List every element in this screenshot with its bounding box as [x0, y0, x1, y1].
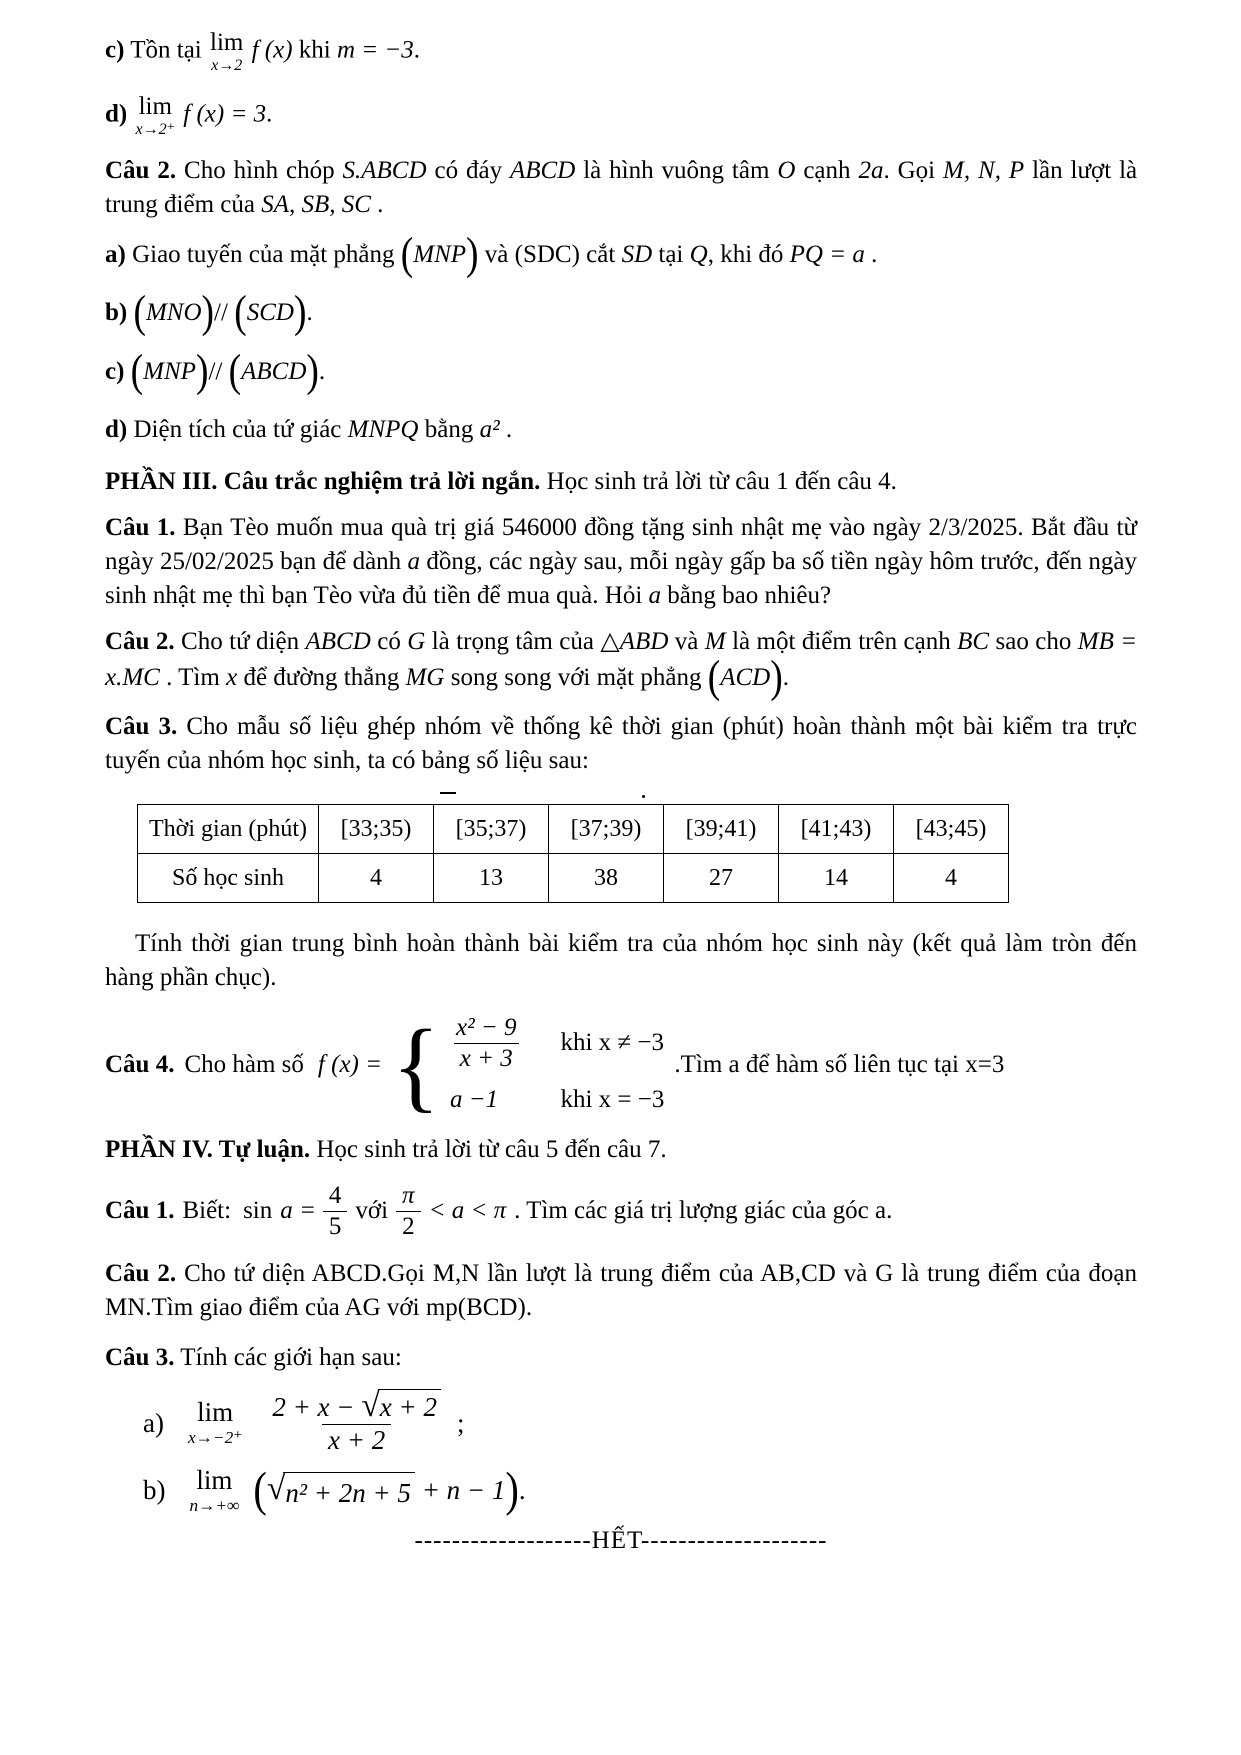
q3-instruction: Tính thời gian trung bình hoàn thành bài kiểm tra của nhóm học sinh này (kết quả làm tròn đến hàng phần chục). [105, 930, 1137, 991]
text: khi [298, 36, 331, 64]
table-header-cell: [43;45) [894, 805, 1009, 854]
equals-sign: = [300, 1197, 315, 1224]
statement-2b [105, 287, 1137, 337]
text: Cho mẫu số liệu ghép nhóm về thống kê thời gian (phút) hoàn thành một bài kiểm tra trực tuyến của nhóm học sinh, ta có bảng số liệu sau: [105, 713, 1137, 774]
right-paren: ) [466, 229, 479, 280]
end-of-exam-marker: -------------------HẾT-------------------- [414, 1527, 828, 1554]
lim-operator: lim [138, 93, 172, 120]
square-root [361, 1389, 441, 1424]
math-expr: 2 + x − [272, 1392, 355, 1422]
text: song song với mặt phẳng [450, 663, 702, 691]
math-expr: ABCD [510, 157, 576, 184]
item-marker: c) [105, 36, 125, 64]
text: lần lượt là trung điểm của [105, 157, 1138, 218]
limit-expression [210, 30, 243, 74]
math-expr: < a < π [428, 1197, 507, 1224]
text: . Tìm các giá trị lượng giác của góc a. [514, 1197, 893, 1224]
statement-2a [105, 229, 1137, 280]
table-header-cell: [33;35) [319, 805, 434, 854]
math-expr: ABCD [305, 627, 371, 655]
fraction [323, 1181, 348, 1241]
limit-expression [188, 1399, 242, 1446]
fraction-numerator [266, 1389, 447, 1424]
table-value-cell: 14 [779, 854, 894, 903]
text: . [306, 298, 313, 326]
text: là một điểm trên cạnh [732, 627, 951, 655]
text: Bạn Tèo muốn mua quà trị giá 546000 đồng tặng sinh nhật mẹ vào ngày 2/3/2025. Bắt đầu từ ngày 25/02/2025 bạn để dành [105, 513, 1137, 575]
math-expr: Q [689, 241, 708, 268]
table-value-cell: 38 [549, 854, 664, 903]
right-paren: ) [306, 346, 319, 397]
text: . [370, 191, 384, 218]
lim-subscript: x→−2⁺ [187, 1428, 243, 1448]
table-value-cell: 4 [894, 854, 1009, 903]
section-3-heading [105, 465, 1137, 499]
fraction [266, 1389, 447, 1457]
text: Giao tuyến của mặt phẳng [132, 241, 395, 268]
p4-question-1 [105, 1181, 1137, 1241]
text: với [355, 1197, 389, 1224]
text: . Gọi [883, 157, 936, 184]
item-marker: d) [105, 100, 128, 128]
left-paren: ( [707, 652, 721, 702]
limit-item-a [105, 1389, 1137, 1457]
math-expr: BC [957, 627, 990, 655]
math-var: M [704, 627, 726, 655]
text: Cho hàm số [184, 1051, 304, 1078]
lim-operator: lim [197, 1397, 234, 1428]
fraction-denominator: 2 [396, 1211, 421, 1242]
lim-subscript: x→2 [211, 57, 243, 74]
case-condition: khi x ≠ −3 [560, 1029, 664, 1056]
lim-subscript: n→+∞ [189, 1495, 240, 1515]
text: . [518, 1474, 526, 1505]
text: để đường thẳng [243, 663, 400, 691]
statement-2c [105, 346, 1137, 397]
p4-question-2 [105, 1257, 1137, 1325]
right-paren: ) [293, 287, 307, 337]
text: tại [658, 241, 684, 268]
right-paren: ) [770, 652, 783, 702]
text: . [499, 415, 513, 443]
question-label: Câu 1. [105, 513, 176, 541]
math-var: a [648, 581, 662, 609]
table-value-cell: 13 [434, 854, 549, 903]
math-expr: SCD [246, 298, 294, 326]
text: Cho hình chóp [184, 157, 335, 184]
radical-symbol: √ [266, 1469, 286, 1507]
statement-c [105, 30, 1137, 74]
fraction-denominator: 5 [323, 1211, 348, 1242]
math-expr: PQ = a [789, 241, 865, 268]
text: là trọng tâm của [431, 627, 594, 655]
text: cạnh [803, 157, 851, 184]
table-row-label: Số học sinh [138, 854, 319, 903]
item-marker: a) [143, 1407, 164, 1438]
left-paren: ( [253, 1461, 267, 1516]
lim-operator: lim [196, 1464, 233, 1495]
math-var: x [226, 663, 238, 691]
math-expr: MNO [145, 298, 202, 326]
text: sao cho [995, 627, 1072, 655]
math-expr: MB = x.MC [105, 627, 1138, 691]
p3-question-4 [105, 1008, 1137, 1122]
fraction-numerator: x² − 9 [455, 1014, 517, 1041]
lim-subscript: x→2⁺ [135, 121, 176, 138]
math-expr: MNPQ [347, 415, 419, 443]
fraction-numerator: π [402, 1182, 415, 1209]
question-label: Câu 2. [105, 627, 175, 655]
text: .Tìm a để hàm số liên tục tại x=3 [674, 1051, 1005, 1078]
math-expr: a² [479, 415, 500, 443]
text: . Tìm [166, 663, 220, 691]
lim-operator: lim [210, 29, 244, 56]
square-root [266, 1469, 415, 1512]
text: . [266, 100, 273, 128]
math-var: a [407, 547, 421, 575]
left-paren: ( [133, 287, 146, 337]
limit-expression [135, 94, 175, 138]
text: . [782, 663, 789, 691]
question-label: Câu 2. [105, 1260, 177, 1287]
frequency-table-container [137, 804, 1137, 903]
statement-2d [105, 413, 1137, 447]
math-expr: MNP [413, 241, 467, 268]
table-header-cell: Thời gian (phút) [138, 805, 319, 854]
section-title: PHẦN IV. Tự luận. [105, 1136, 311, 1163]
p3-question-1 [105, 511, 1137, 613]
math-var: a [280, 1197, 293, 1224]
stray-mark [440, 792, 456, 794]
section-subtitle: Học sinh trả lời từ câu 1 đến câu 4. [546, 467, 897, 495]
text: Tính các giới hạn sau: [180, 1344, 402, 1371]
math-expr: SD [621, 241, 653, 268]
table-header-cell: [37;39) [549, 805, 664, 854]
parallel-symbol: // [214, 298, 228, 326]
case-expression: a −1 [449, 1086, 499, 1113]
math-expr: 2a [858, 157, 884, 184]
text: bằng [424, 415, 474, 443]
math-expr: f (x) = 3 [183, 100, 267, 128]
p3-question-2 [105, 625, 1138, 702]
statement-d [105, 94, 1137, 138]
text: và (SDC) cắt [484, 241, 616, 268]
table-value-cell: 27 [664, 854, 779, 903]
section-title: PHẦN III. Câu trắc nghiệm trả lời ngắn. [105, 467, 541, 495]
item-marker: d) [105, 415, 128, 443]
left-paren: ( [234, 287, 247, 337]
radicand: n² + 2n + 5 [283, 1472, 415, 1512]
right-paren: ) [201, 287, 215, 337]
math-expr: S.ABCD [342, 157, 427, 184]
math-expr: MNP [143, 358, 196, 385]
text: . [318, 358, 326, 385]
section-4-heading [105, 1133, 1137, 1167]
stray-mark [642, 795, 645, 798]
piecewise-brace: { [391, 1008, 440, 1122]
question-label: Câu 3. [105, 713, 178, 740]
item-marker: c) [105, 358, 125, 385]
text: bằng bao nhiêu? [667, 581, 832, 609]
math-var: G [407, 627, 426, 655]
fraction [396, 1181, 421, 1241]
question-2-statement [105, 154, 1137, 222]
math-expr: f (x) [251, 36, 293, 64]
item-marker: a) [105, 241, 126, 268]
case-condition: khi x = −3 [560, 1086, 665, 1113]
limit-body [253, 1461, 526, 1516]
question-label: Câu 3. [105, 1344, 175, 1371]
text: . [864, 241, 878, 268]
item-marker: b) [105, 298, 128, 326]
text: Cho tứ diện ABCD.Gọi M,N lần lượt là trung điểm của AB,CD và G là trung điểm của đoạn MN.Tìm giao điểm của AG với mp(BCD). [105, 1260, 1137, 1321]
text: ; [457, 1407, 465, 1438]
piecewise-cases [450, 1013, 664, 1117]
left-paren: ( [130, 346, 144, 397]
math-expr: ACD [720, 663, 771, 691]
p3-question-3 [105, 710, 1137, 778]
table-row-header [138, 805, 1009, 854]
text: Tồn tại [130, 36, 202, 64]
left-paren: ( [228, 346, 242, 397]
left-paren: ( [400, 229, 414, 280]
fraction-denominator: x + 2 [322, 1424, 391, 1457]
question-label: Câu 1. [105, 1197, 175, 1224]
text: đồng, các ngày sau, mỗi ngày gấp ba số tiền ngày hôm trước, đến ngày sinh nhật mẹ thì bạn Tèo vừa đủ tiền để mua quà. Hỏi [105, 547, 1138, 609]
p4-question-3 [105, 1341, 1137, 1375]
math-expr: ABCD [241, 358, 307, 385]
text: , khi đó [707, 241, 784, 268]
text: và [674, 627, 699, 655]
text: có đáy [434, 157, 503, 184]
section-subtitle: Học sinh trả lời từ câu 5 đến câu 7. [316, 1136, 667, 1163]
math-expr: △ABD [600, 627, 669, 655]
right-paren: ) [505, 1461, 519, 1516]
math-expr: MG [405, 663, 445, 691]
math-expr: O [777, 157, 796, 184]
math-expr: m = −3 [337, 36, 414, 64]
math-expr: SA, SB, SC [261, 191, 371, 218]
sin-operator: sin [243, 1197, 273, 1224]
radical-symbol: √ [361, 1387, 380, 1424]
limit-item-b [105, 1461, 1137, 1516]
fraction-denominator: x + 3 [454, 1043, 519, 1074]
item-marker: b) [143, 1475, 166, 1505]
table-header-cell: [35;37) [434, 805, 549, 854]
table-header-cell: [39;41) [664, 805, 779, 854]
text: có [377, 627, 401, 655]
frequency-table [137, 804, 1009, 903]
math-expr: + n − 1 [421, 1474, 506, 1505]
table-header-cell: [41;43) [779, 805, 894, 854]
math-expr: M, N, P [943, 157, 1025, 184]
fraction-numerator: 4 [328, 1182, 342, 1209]
text: Cho tứ diện [181, 627, 300, 655]
parallel-symbol: // [208, 358, 223, 385]
text: Biết: [182, 1197, 232, 1224]
question-label: Câu 4. [105, 1051, 175, 1078]
text: . [413, 36, 421, 64]
table-row-values [138, 854, 1009, 903]
radicand: x + 2 [378, 1389, 441, 1424]
text: Diện tích của tứ giác [133, 415, 342, 443]
question-label: Câu 2. [105, 157, 177, 184]
text: là hình vuông tâm [583, 157, 770, 184]
right-paren: ) [195, 346, 209, 397]
fraction [450, 1013, 522, 1073]
function-lhs: f (x) = [317, 1051, 382, 1078]
limit-expression [189, 1464, 240, 1515]
table-value-cell: 4 [319, 854, 434, 903]
